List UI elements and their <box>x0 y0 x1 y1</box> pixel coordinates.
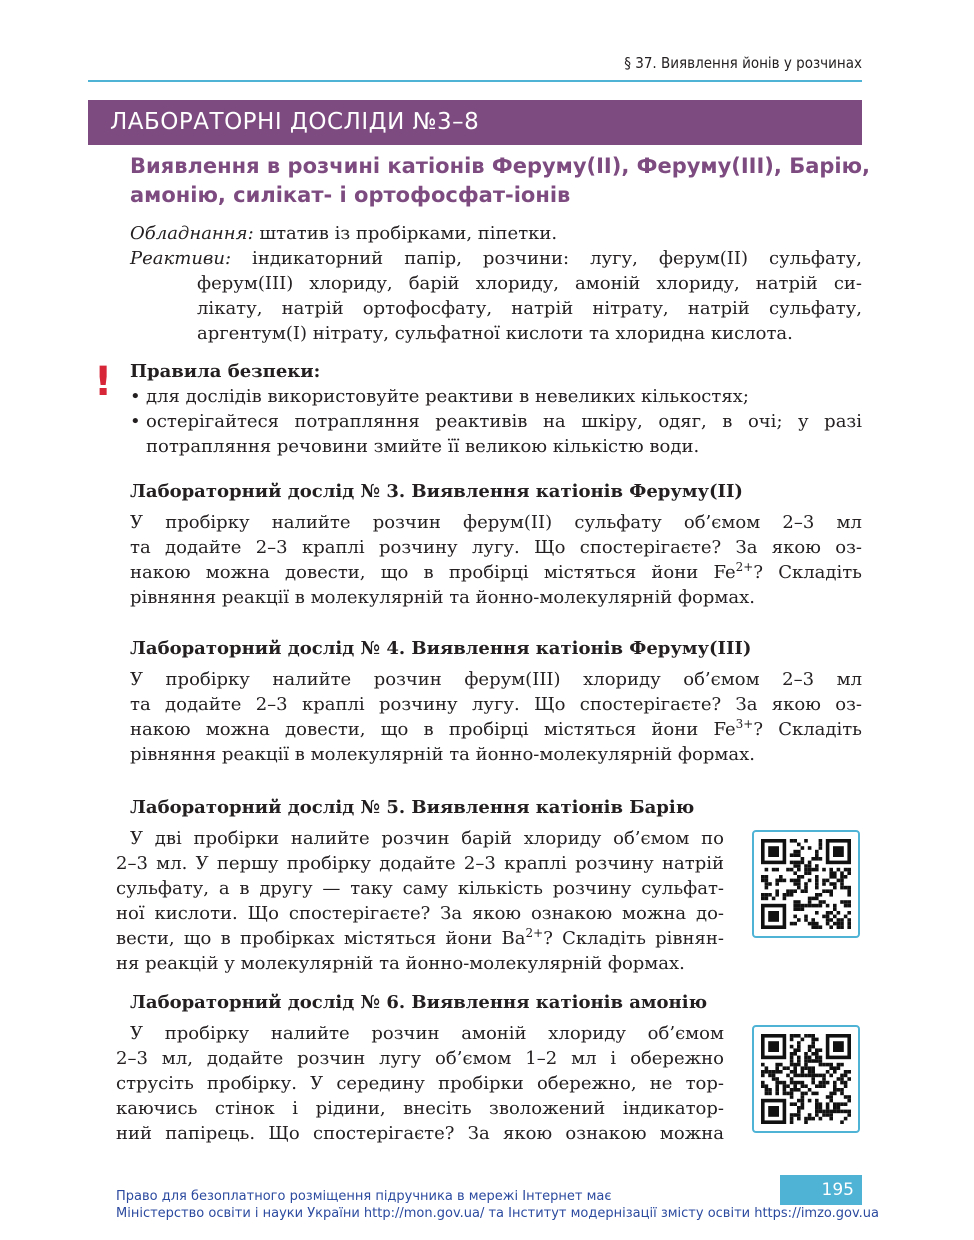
body-line: 2–3 мл. У першу пробірку додайте 2–3 краплі розчину натрій <box>116 853 724 874</box>
footer-line: Міністерство освіти і науки України http://mon.gov.ua/ та Інститут модернізації змісту освіти https://imzo.gov.ua <box>116 1206 880 1221</box>
qr-code-1[interactable] <box>752 830 860 938</box>
warning-icon: ! <box>94 359 113 405</box>
qr-code-icon <box>761 839 851 929</box>
experiment-5-body <box>116 826 724 976</box>
experiment-6-title: Лабораторний дослід № 6. Виявлення катіонів амонію <box>130 992 708 1013</box>
experiment-4-body <box>130 667 862 767</box>
body-line: накою можна довести, що в пробірці містяться йони $Fe^{3+}$? Складіть <box>130 717 862 740</box>
qr-code-icon <box>761 1034 851 1124</box>
body-line: ний папірець. Що спостерігаєте? За якою ознакою можна <box>116 1123 724 1144</box>
reagents-line: аргентум(І) нітрату, сульфатної кислоти та хлоридна кислота. <box>197 323 793 344</box>
reagents-line: ферум(ІІІ) хлориду, барій хлориду, амоній хлориду, натрій си- <box>197 273 862 294</box>
subtitle-line: Виявлення в розчині катіонів Феруму(ІІ), Феруму(ІІІ), Барію, <box>130 154 870 178</box>
header-divider <box>88 80 862 82</box>
body-line: накою можна довести, що в пробірці містяться йони $Fe^{2+}$? Складіть <box>130 560 862 583</box>
safety-item <box>130 409 862 434</box>
body-line: сульфату, а в другу — таку саму кількість розчину сульфат- <box>116 878 724 899</box>
body-line: та додайте 2–3 краплі розчину лугу. Що спостерігаєте? За якою оз- <box>130 537 862 558</box>
section-header: § 37. Виявлення йонів у розчинах <box>624 54 862 72</box>
body-line: У пробірку налийте розчин ферум(ІІІ) хлориду об’ємом 2–3 мл <box>130 669 862 690</box>
body-line: У дві пробірки налийте розчин барій хлориду об’ємом по <box>130 828 724 849</box>
body-line: 2–3 мл, додайте розчин лугу об’ємом 1–2 мл і обережно <box>116 1048 724 1069</box>
equipment-text: штатив із пробірками, піпетки. <box>253 223 558 244</box>
body-line: ної кислоти. Що спостерігаєте? За якою ознакою можна до- <box>116 903 724 924</box>
reagents-text: індикаторний папір, розчини: лугу, ферум(ІІ) сульфату, <box>231 248 862 269</box>
safety-item-text: потрапляння речовини змийте її великою кількістю води. <box>146 436 700 457</box>
body-line: та додайте 2–3 краплі розчину лугу. Що спостерігаєте? За якою оз- <box>130 694 862 715</box>
qr-code-2[interactable] <box>752 1025 860 1133</box>
safety-item <box>130 384 862 409</box>
reagents-label: Реактиви: <box>130 248 232 269</box>
bullet: • <box>130 386 141 407</box>
experiment-3-title: Лабораторний дослід № 3. Виявлення катіонів Феруму(ІІ) <box>130 481 743 502</box>
experiment-3-body <box>130 510 862 610</box>
footer-line: Право для безоплатного розміщення підручника в мережі Інтернет має <box>116 1189 612 1204</box>
body-line: У пробірку налийте розчин амоній хлориду об’ємом <box>130 1023 724 1044</box>
safety-title: Правила безпеки: <box>130 361 321 382</box>
equipment-block <box>130 221 862 346</box>
body-line: каючись стінок і рідини, внесіть зволожений індикатор- <box>116 1098 724 1119</box>
experiments-subtitle <box>130 152 870 210</box>
body-line: рівняння реакції в молекулярній та йонно-молекулярній формах. <box>130 744 755 765</box>
bullet: • <box>130 411 141 432</box>
experiment-4-title: Лабораторний дослід № 4. Виявлення катіонів Феруму(ІІІ) <box>130 638 752 659</box>
body-line: струсіть пробірку. У середину пробірки обережно, не тор- <box>116 1073 724 1094</box>
safety-item-text: остерігайтеся потрапляння реактивів на шкіру, одяг, в очі; у разі <box>146 411 862 432</box>
equipment-label: Обладнання: <box>130 223 254 244</box>
page-number: 195 <box>780 1175 862 1205</box>
subtitle-line: амонію, силікат- і ортофосфат-іонів <box>130 183 571 207</box>
body-line: рівняння реакції в молекулярній та йонно-молекулярній формах. <box>130 587 755 608</box>
safety-item-text: для дослідів використовуйте реактиви в невеликих кількостях; <box>146 386 749 407</box>
reagents-line: лікату, натрій ортофосфату, натрій нітрату, натрій сульфату, <box>197 298 862 319</box>
safety-rules <box>130 359 862 459</box>
lab-experiments-banner: ЛАБОРАТОРНІ ДОСЛІДИ №3–8 <box>88 100 862 145</box>
body-line: ня реакцій у молекулярній та йонно-молекулярній формах. <box>116 953 685 974</box>
experiment-5-title: Лабораторний дослід № 5. Виявлення катіонів Барію <box>130 797 695 818</box>
body-line: У пробірку налийте розчин ферум(ІІ) сульфату об’ємом 2–3 мл <box>130 512 862 533</box>
experiment-6-body <box>116 1021 724 1146</box>
body-line: вести, що в пробірках містяться йони $Ba^{2+}$? Складіть рівнян- <box>116 926 724 949</box>
